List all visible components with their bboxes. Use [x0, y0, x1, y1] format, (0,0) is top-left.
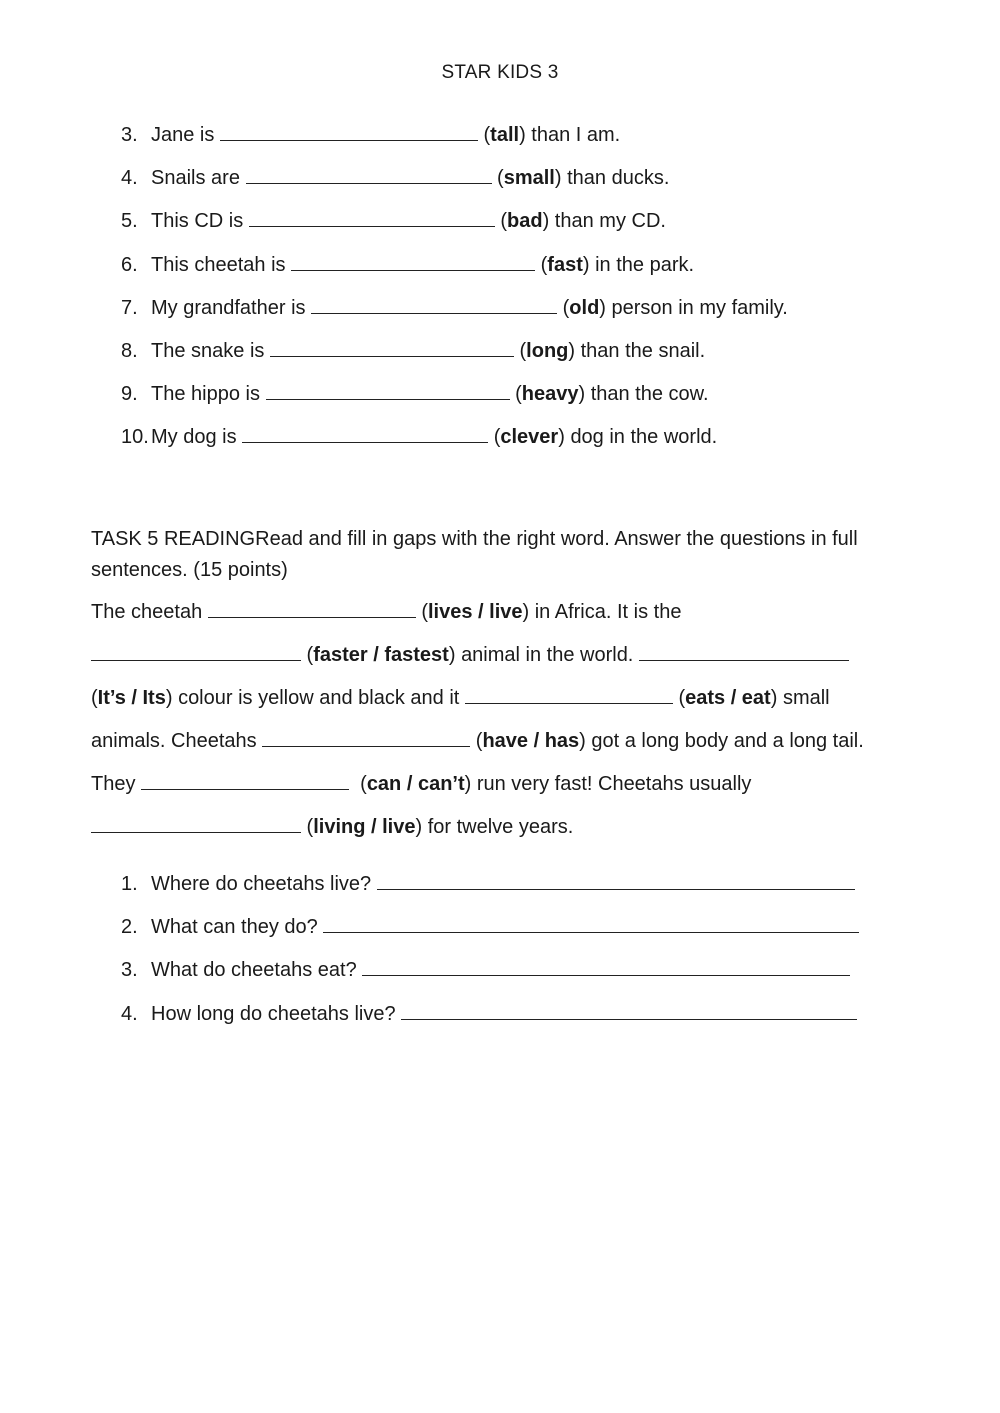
exercise-item: 5. This CD is (bad) than my CD. — [121, 210, 666, 233]
passage-text: in Africa. It is the — [534, 601, 682, 623]
question-item — [121, 1002, 859, 1045]
answer-line[interactable] — [362, 959, 850, 976]
base-adjective: bad — [507, 210, 543, 233]
question-number: 1. — [121, 873, 138, 895]
item-text: person in my family. — [611, 296, 788, 319]
exercise-item: 9. The hippo is (heavy) than the cow. — [121, 383, 709, 406]
item-number: 5. — [121, 210, 138, 233]
exercise-item: 10. My dog is (clever) dog in the world. — [121, 426, 718, 449]
exercise-item: 3. Jane is (tall) than I am. — [121, 124, 621, 146]
item-text: Jane is — [151, 124, 215, 146]
word-choice: faster / fastest — [313, 644, 449, 667]
passage-text: small — [782, 687, 830, 710]
item-text: The hippo is — [151, 383, 260, 406]
passage-text: got a long body and a long tail. — [591, 730, 864, 753]
item-text: This CD is — [151, 210, 244, 233]
task-5-instructions — [91, 524, 911, 586]
item-text: than the snail. — [580, 339, 706, 362]
base-adjective: heavy — [521, 383, 579, 406]
answer-blank[interactable] — [91, 644, 301, 661]
answer-blank[interactable] — [208, 601, 416, 618]
base-adjective: clever — [500, 426, 559, 449]
item-text: than I am. — [531, 124, 621, 146]
answer-blank[interactable] — [270, 340, 514, 357]
passage-line: animals. Cheetahs (have / has) got a long body and a long tail. — [91, 730, 864, 753]
passage-text: They — [91, 773, 136, 796]
item-text: than the cow. — [590, 383, 709, 406]
item-text: My dog is — [151, 426, 237, 449]
word-choice: It’s / Its — [97, 687, 166, 710]
item-text: This cheetah is — [151, 253, 286, 276]
question-text: What can they do? — [151, 916, 318, 939]
answer-blank[interactable] — [242, 426, 488, 443]
passage-line: (It’s / Its) colour is yellow and black and it (eats / eat) small — [91, 687, 830, 710]
exercise-item: 7. My grandfather is (old) person in my family. — [121, 296, 788, 319]
passage-text: The cheetah — [91, 601, 203, 623]
exercise-item: 8. The snake is (long) than the snail. — [121, 339, 706, 362]
word-choice: can / can’t — [366, 773, 465, 796]
comprehension-questions — [121, 872, 859, 1045]
answer-line[interactable] — [377, 873, 855, 890]
answer-blank[interactable] — [262, 730, 470, 747]
task-instruction: Read and fill in gaps with the right word. Answer the questions in full sentences. (15 points) — [91, 528, 858, 581]
passage-line: They (can / can’t) run very fast! Cheetahs usually — [91, 773, 752, 796]
question-number: 2. — [121, 916, 138, 939]
reading-passage — [91, 600, 921, 859]
worksheet-title: STAR KIDS 3 — [441, 62, 559, 83]
item-number: 6. — [121, 253, 138, 276]
exercise-item: 4. Snails are (small) than ducks. — [121, 167, 670, 190]
question-number: 4. — [121, 1002, 138, 1025]
answer-blank[interactable] — [639, 644, 849, 661]
word-choice: living / live — [313, 816, 416, 839]
passage-text: run very fast! Cheetahs usually — [476, 773, 752, 796]
answer-blank[interactable] — [141, 773, 349, 790]
base-adjective: tall — [490, 124, 520, 146]
question-item — [121, 958, 859, 1001]
word-choice: have / has — [482, 730, 580, 753]
answer-blank[interactable] — [311, 297, 557, 314]
word-choice: lives / live — [427, 601, 523, 623]
item-number: 10. — [121, 426, 149, 449]
answer-blank[interactable] — [220, 124, 478, 141]
item-number: 8. — [121, 339, 138, 362]
passage-text: for twelve years. — [427, 816, 574, 839]
item-text: in the park. — [595, 253, 695, 276]
passage-line: (living / live) for twelve years. — [91, 815, 921, 858]
question-text: Where do cheetahs live? — [151, 873, 372, 895]
item-text: Snails are — [151, 167, 240, 190]
base-adjective: old — [569, 296, 600, 319]
question-text: What do cheetahs eat? — [151, 959, 357, 982]
comparatives-exercise — [121, 123, 788, 469]
item-number: 9. — [121, 383, 138, 406]
exercise-item: 6. This cheetah is (fast) in the park. — [121, 253, 695, 276]
answer-blank[interactable] — [465, 687, 673, 704]
item-text: The snake is — [151, 339, 265, 362]
base-adjective: long — [526, 339, 569, 362]
item-text: than ducks. — [567, 167, 670, 190]
task-label: TASK 5 READING — [91, 528, 256, 550]
item-text: My grandfather is — [151, 296, 306, 319]
base-adjective: small — [503, 167, 555, 190]
question-item — [121, 915, 859, 958]
item-number: 3. — [121, 124, 138, 146]
answer-blank[interactable] — [249, 210, 495, 227]
answer-blank[interactable] — [291, 254, 535, 271]
passage-line: The cheetah (lives / live) in Africa. It is the — [91, 601, 682, 623]
question-item — [121, 872, 859, 915]
word-choice: eats / eat — [685, 687, 771, 710]
passage-text: colour is yellow and black and it — [178, 687, 460, 710]
answer-line[interactable] — [323, 916, 859, 933]
answer-blank[interactable] — [246, 167, 492, 184]
passage-text: animals. Cheetahs — [91, 730, 257, 753]
answer-blank[interactable] — [266, 383, 510, 400]
passage-text: animal in the world. — [461, 644, 634, 667]
item-number: 7. — [121, 296, 138, 319]
question-number: 3. — [121, 959, 138, 982]
question-text: How long do cheetahs live? — [151, 1002, 396, 1025]
answer-blank[interactable] — [91, 816, 301, 833]
item-text: dog in the world. — [570, 426, 718, 449]
item-number: 4. — [121, 167, 138, 190]
answer-line[interactable] — [401, 1003, 857, 1020]
item-text: than my CD. — [554, 210, 666, 233]
base-adjective: fast — [547, 253, 583, 276]
passage-line: (faster / fastest) animal in the world. — [91, 643, 921, 686]
